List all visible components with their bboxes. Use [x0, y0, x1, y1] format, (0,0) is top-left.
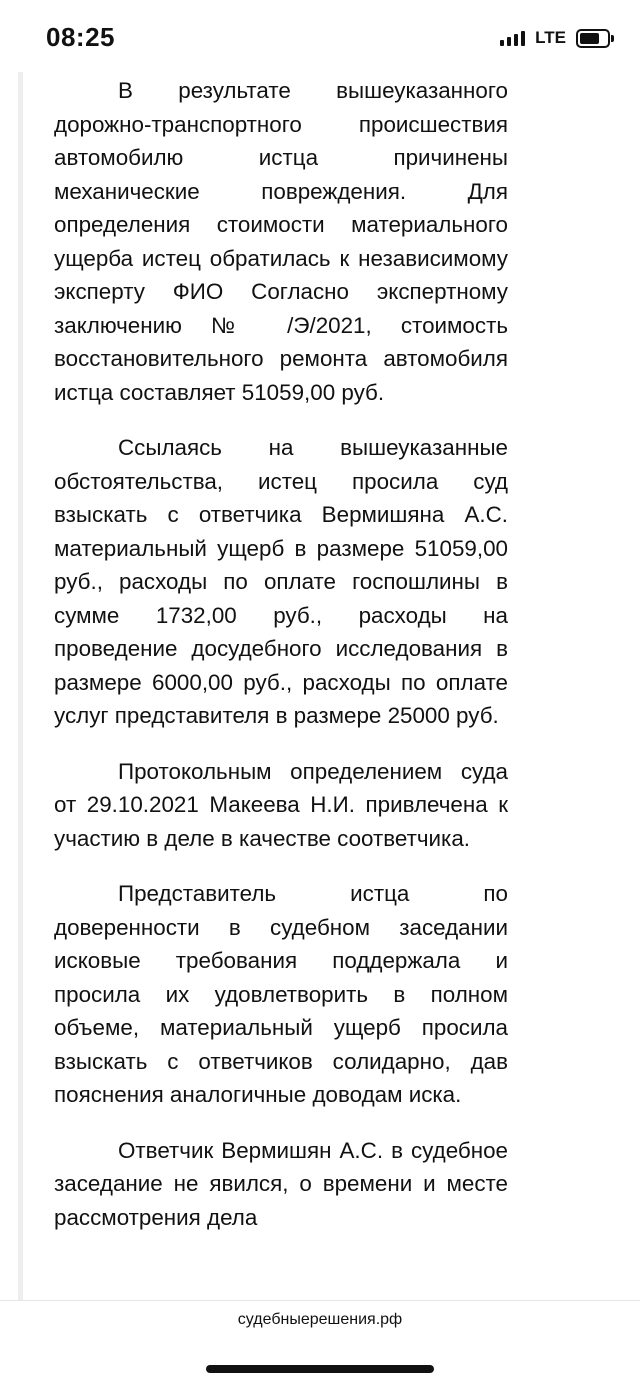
- status-bar: [0, 0, 640, 76]
- browser-bottom-bar: [0, 1300, 640, 1387]
- battery-icon: [576, 29, 610, 48]
- paragraph: Ссылаясь на вышеуказанные обстоятельства, истец просила суд взыскать с ответчика Вермишяна А.С. материальный ущерб в размере 51059,00 руб., расходы по оплате госпошлины в сумме 1732,00 руб., расходы на проведение досудебного исследования в размере 6000,00 руб., расходы по оплате услуг представителя в размере 25000 руб.: [54, 435, 508, 728]
- paragraph: В результате вышеуказанного дорожно-транспортного происшествия автомобилю истца причинены механические повреждения. Для определения стоимости материального ущерба истец обратилась к независимому эксперту ФИО Согласно экспертному заключению № /Э/2021, стоимость восстановительного ремонта автомобиля истца составляет 51059,00 руб.: [54, 78, 508, 405]
- paragraph: Протокольным определением суда от 29.10.2021 Макеева Н.И. привлечена к участию в деле в качестве соответчика.: [54, 758, 508, 851]
- document-left-border: [18, 72, 23, 1302]
- home-indicator[interactable]: [206, 1365, 434, 1373]
- paragraph: Представитель истца по доверенности в судебном заседании исковые требования поддержала и просила их удовлетворить в полном объеме, материальный ущерб просила взыскать с ответчиков солидарно, дав пояснения аналогичные доводам иска.: [54, 881, 508, 1107]
- address-bar-url[interactable]: судебныерешения.рф: [237, 1311, 403, 1328]
- status-time: 08:25: [46, 22, 115, 52]
- document-body: [54, 74, 508, 1300]
- network-type: LTE: [535, 28, 566, 47]
- cellular-signal-icon: [500, 30, 525, 46]
- status-indicators: [500, 28, 610, 48]
- paragraph: Ответчик Вермишян А.С. в судебное заседание не явился, о времени и месте рассмотрения дела: [54, 1137, 508, 1230]
